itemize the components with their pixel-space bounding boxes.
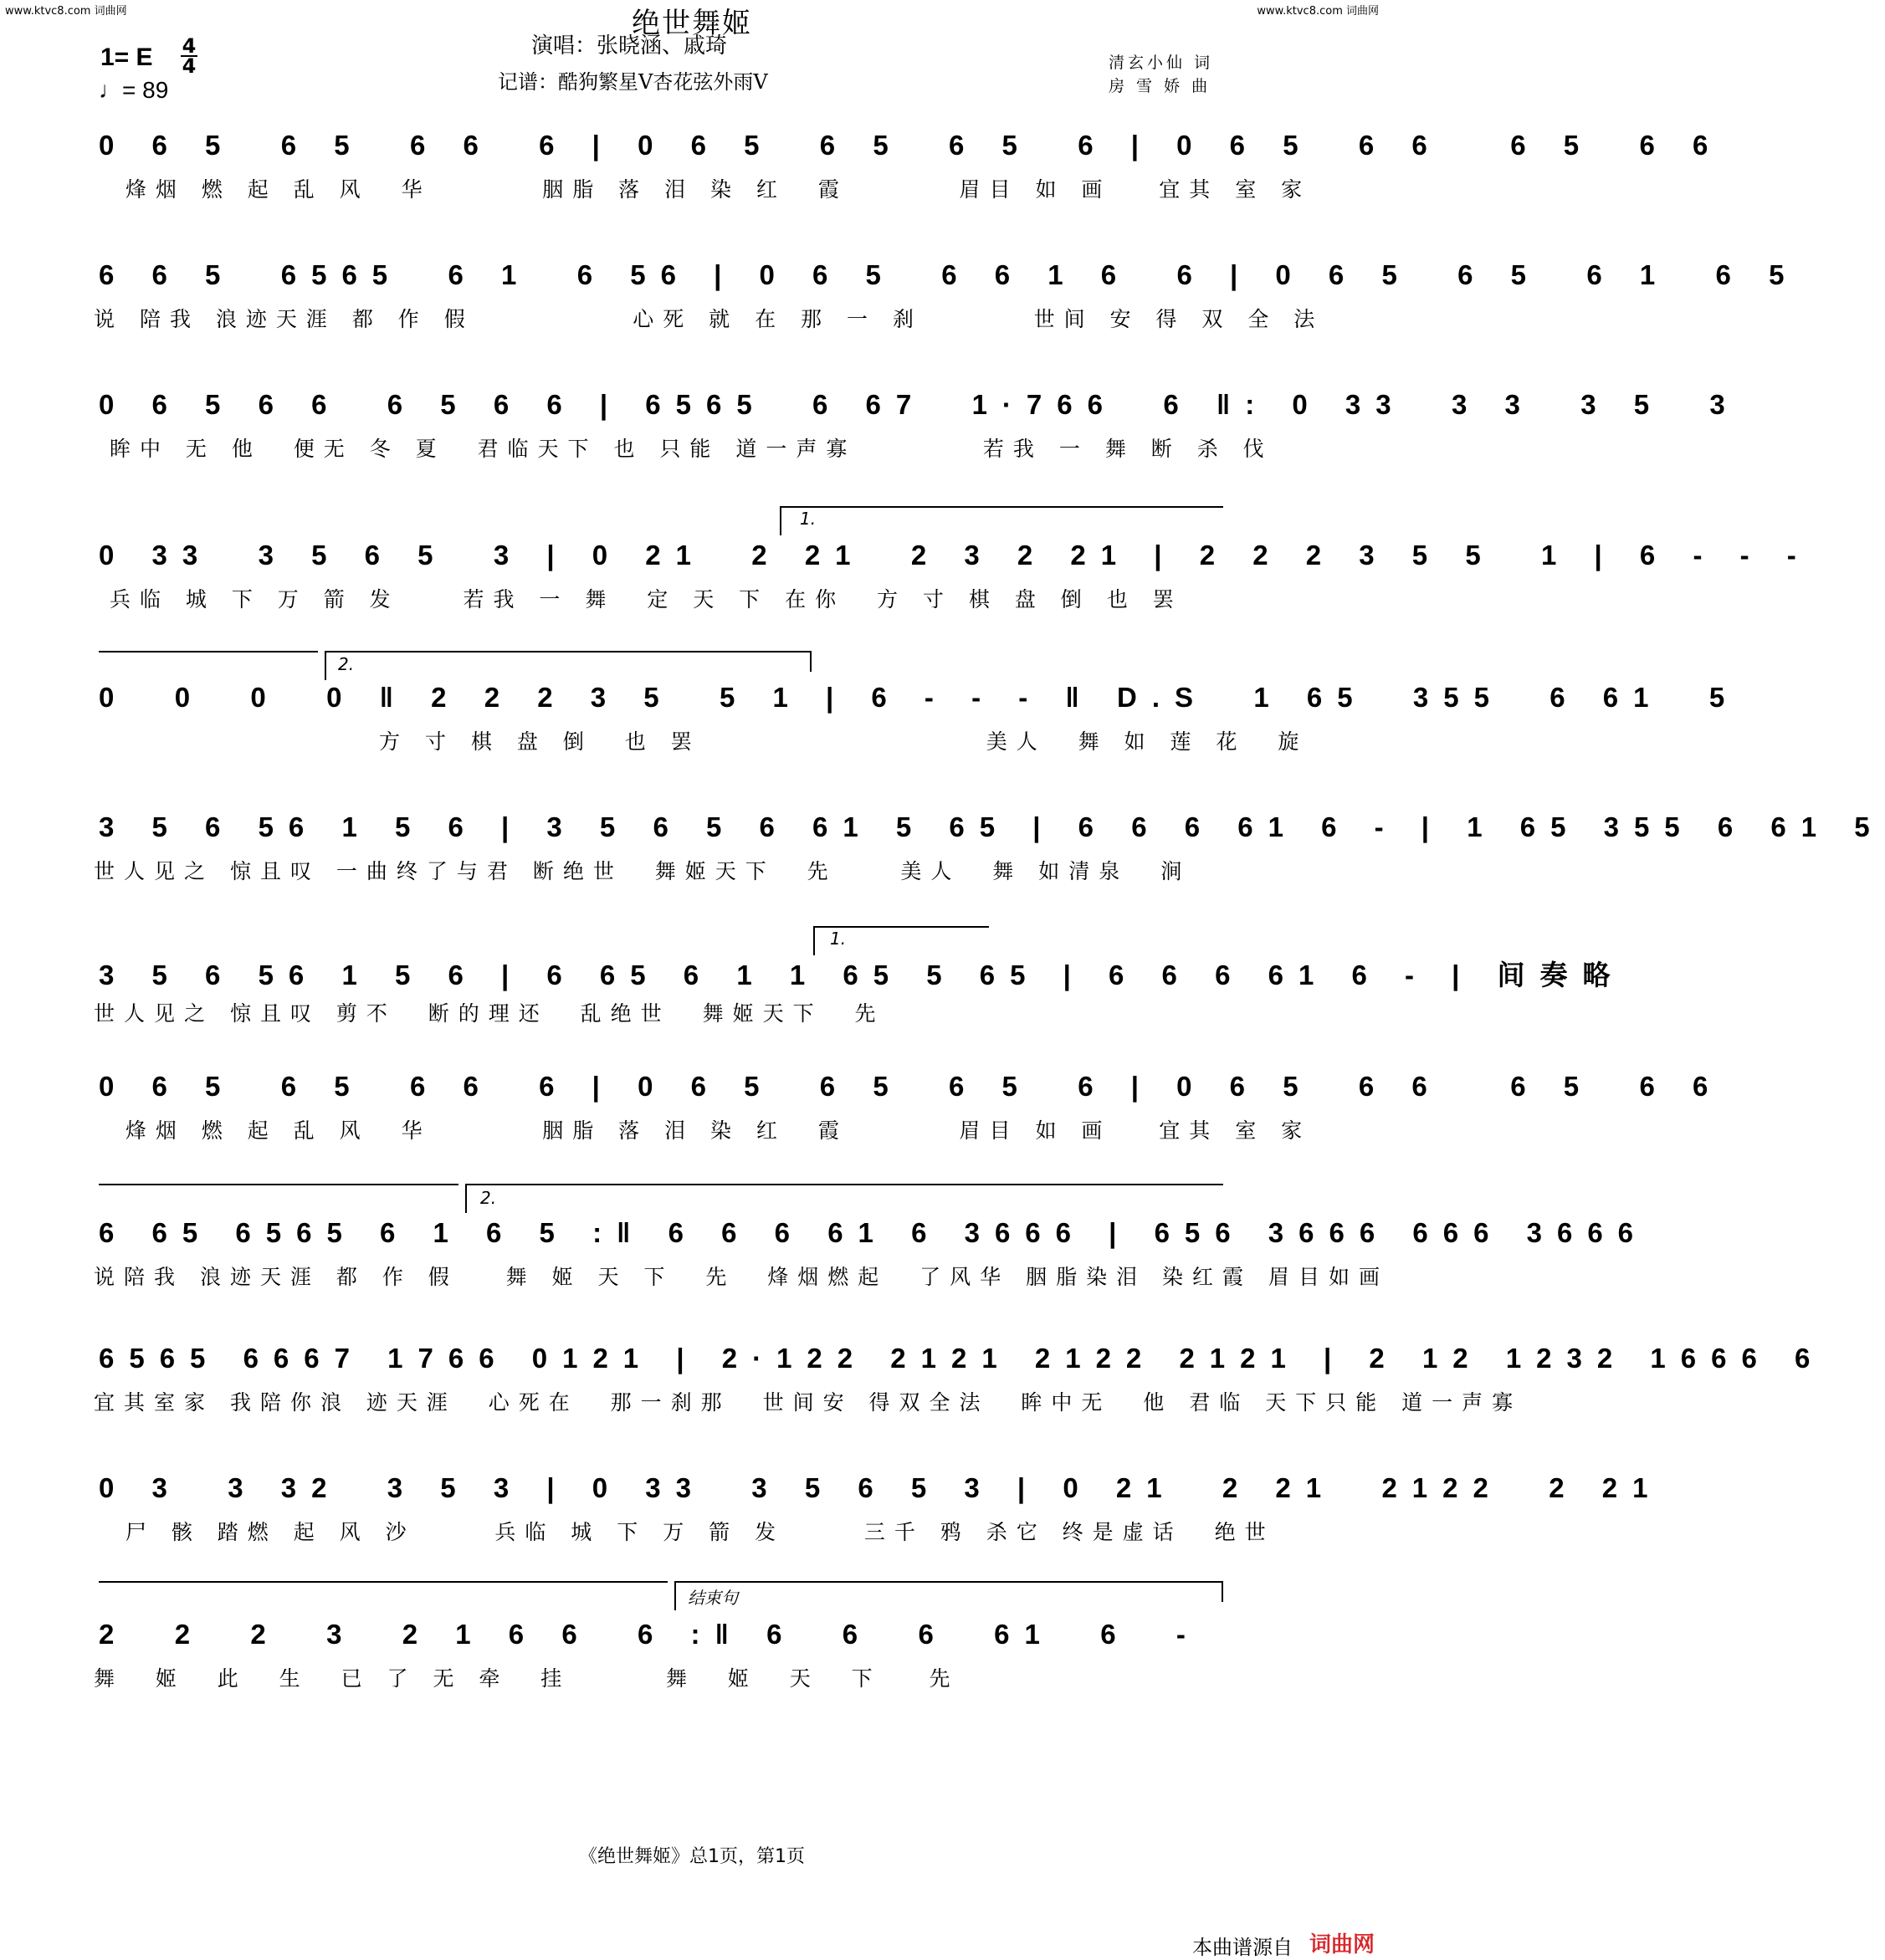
- transcriber-credit: 记谱：酷狗繁星V杏花弦外雨V: [498, 70, 768, 94]
- notation-line: 3 5 6 56 1 5 6 | 3 5 6 5 6 61 5 65 | 6 6 6 61 6 - | 1 65 355 6 61 5: [99, 811, 1885, 842]
- tempo-marking: ♩= 89: [99, 77, 169, 103]
- volta-second-label: 2.: [338, 654, 355, 674]
- lyric-line: 世人见之 惊且叹 一曲终了与君 断绝世 舞姬天下 先 美人 舞 如清泉 涧: [94, 859, 1191, 883]
- song-title: 绝世舞姬: [632, 7, 752, 40]
- time-signature: [181, 34, 197, 78]
- ending-label: 结束句: [688, 1588, 738, 1608]
- notation-line: 0 6 5 6 6 6 5 6 6 | 6565 6 67 1·766 6 ‖: 0 33 3 3 3 5 3: [99, 389, 1740, 420]
- lyric-line: 说陪我 浪迹天涯 都 作 假 舞 姬 天 下 先 烽烟燃起 了风华 胭脂染泪 染红霞 眉目如画: [94, 1265, 1389, 1289]
- notation-line: 0 3 3 32 3 5 3 | 0 33 3 5 6 5 3 | 0 21 2 21 2122 2 21: [99, 1472, 1663, 1503]
- composer-credit: 房 雪 娇 曲: [1109, 77, 1211, 95]
- lyric-line: 宜其室家 我陪你浪 迹天涯 心死在 那一刹那 世间安 得双全法 眸中无 他 君临 天下只能 道一声寡: [94, 1390, 1523, 1415]
- lyric-line: 兵临 城 下 万 箭 发 若我 一 舞 定 天 下 在你 方 寸 棋 盘 倒 也 罢: [94, 587, 1183, 612]
- notation-line: 6 6 5 6565 6 1 6 56 | 0 6 5 6 6 1 6 6 | 0 6 5 6 5 6 1 6 5: [99, 259, 1800, 290]
- site-watermark-right: www.ktvc8.com 词曲网: [1257, 5, 1379, 18]
- notation-line: 6565 6667 1766 0121 | 2·122 2121 2122 2121 | 2 12 1232 1666 6: [99, 1343, 1826, 1374]
- lyric-line: 说 陪我 浪迹天涯 都 作 假 心死 就 在 那 一 刹 世间 安 得 双 全 法: [94, 307, 1324, 331]
- lyric-line: 烽烟 燃 起 乱 风 华 胭脂 落 泪 染 红 霞 眉目 如 画 宜其 室 家: [94, 1118, 1312, 1143]
- lyric-line: 烽烟 燃 起 乱 风 华 胭脂 落 泪 染 红 霞 眉目 如 画 宜其 室 家: [94, 177, 1312, 202]
- notation-line: 0 6 5 6 5 6 6 6 | 0 6 5 6 5 6 5 6 | 0 6 5 6 6 6 5 6 6: [99, 1071, 1724, 1102]
- notation-line: 3 5 6 56 1 5 6 | 6 65 6 1 1 65 5 65 | 6 6 6 61 6 - | 间奏略: [99, 960, 1626, 990]
- lyric-line: 眸中 无 他 便无 冬 夏 君临天下 也 只能 道一声寡 若我 一 舞 断 杀 伐: [94, 437, 1273, 461]
- source-note: 本曲谱源自: [1192, 1936, 1293, 1959]
- volta-first-label-2: 1.: [830, 929, 847, 949]
- notation-line: 0 33 3 5 6 5 3 | 0 21 2 21 2 3 2 21 | 2 2 2 3 5 5 1 | 6 - - -: [99, 540, 1811, 571]
- notation-line: 2 2 2 3 2 1 6 6 6 :‖ 6 6 6 61 6 -: [99, 1619, 1201, 1650]
- lyric-line: 尸 骸 踏燃 起 风 沙 兵临 城 下 万 箭 发 三千 鸦 杀它 终是虚话 绝世: [94, 1520, 1275, 1544]
- time-signature-bottom: 4: [182, 54, 197, 78]
- site-logo[interactable]: 词曲网: [1309, 1932, 1375, 1957]
- lyricist-credit: 清玄小仙 词: [1109, 54, 1214, 72]
- lyric-line: 舞 姬 此 生 已 了 无 牵 挂 舞 姬 天 下 先: [94, 1666, 960, 1691]
- lyric-line: 方 寸 棋 盘 倒 也 罢 美人 舞 如 莲 花 旋: [94, 729, 1309, 754]
- volta-second-label-2: 2.: [480, 1188, 497, 1208]
- lyric-line: 世人见之 惊且叹 剪不 断的理还 乱绝世 舞姬天下 先: [94, 1001, 885, 1026]
- singer-credit: 演唱：张晓涵、戚琦: [531, 33, 728, 59]
- page-footer: 《绝世舞姬》总1页，第1页: [579, 1846, 805, 1867]
- volta-first-label: 1.: [800, 509, 817, 529]
- notation-line: 6 65 6565 6 1 6 5 :‖ 6 6 6 61 6 3666 | 656 3666 666 3666: [99, 1217, 1649, 1248]
- key-signature: 1= E: [100, 43, 153, 71]
- notation-line: 0 0 0 0 ‖ 2 2 2 3 5 5 1 | 6 - - - ‖ D.S 1 65 355 6 61 5: [99, 682, 1740, 713]
- time-signature-top: 4: [182, 34, 197, 58]
- site-watermark-left: www.ktvc8.com 词曲网: [5, 5, 127, 18]
- notation-line: 0 6 5 6 5 6 6 6 | 0 6 5 6 5 6 5 6 | 0 6 5 6 6 6 5 6 6: [99, 130, 1724, 161]
